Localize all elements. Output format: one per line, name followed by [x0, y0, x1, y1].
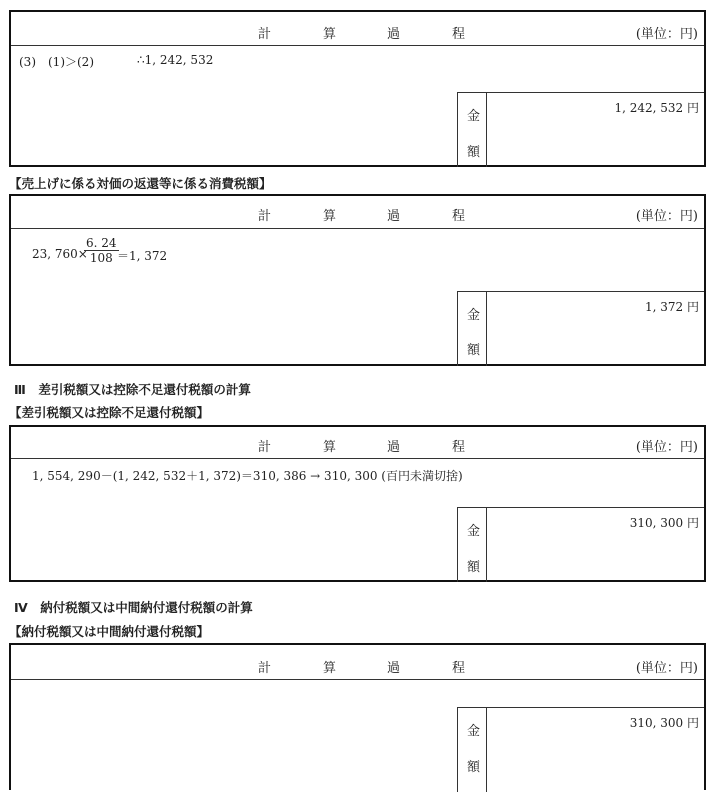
amount-label-gaku: 額 [467, 760, 481, 775]
table-header [11, 648, 704, 680]
table-header [11, 430, 704, 459]
section-heading: Ⅲ 差引税額又は控除不足還付税額の計算 [14, 382, 251, 397]
header-unit: (単位：円) [635, 440, 698, 455]
calc-box-3 [9, 425, 706, 582]
calc-prefix: 23, 760× [32, 247, 88, 261]
amount-value: 1, 372 円 [645, 300, 699, 314]
calc-expression: 1, 554, 290－(1, 242, 532＋1, 372)＝310, 386 → 310, 300 (百円未満切捨) [32, 469, 463, 483]
amount-cell [486, 507, 704, 582]
header-col-4: 程 [452, 440, 466, 455]
amount-value: 310, 300 円 [629, 716, 699, 730]
calc-label: (3) (1)＞(2) [19, 55, 94, 69]
calc-box-2 [9, 194, 706, 366]
amount-label-gaku: 額 [467, 560, 481, 575]
section-title: 【売上げに係る対価の返還等に係る消費税額】 [9, 176, 272, 191]
amount-cell [486, 92, 704, 167]
header-col-2: 算 [323, 661, 337, 676]
section-title: 【差引税額又は控除不足還付税額】 [9, 405, 210, 420]
header-col-4: 程 [452, 209, 466, 224]
header-col-3: 過 [387, 209, 401, 224]
header-col-4: 程 [452, 27, 466, 42]
calc-suffix: ＝1, 372 [117, 249, 168, 263]
amount-label [457, 707, 487, 792]
amount-label-kin: 金 [467, 308, 481, 323]
section-title: 【納付税額又は中間納付還付税額】 [9, 624, 210, 639]
fraction-numerator: 6. 24 [86, 236, 117, 250]
calc-box-1 [9, 10, 706, 167]
section-heading: Ⅳ 納付税額又は中間納付還付税額の計算 [14, 600, 253, 615]
header-col-2: 算 [323, 440, 337, 455]
amount-label-kin: 金 [467, 109, 481, 124]
header-col-2: 算 [323, 209, 337, 224]
fraction [84, 236, 119, 265]
header-col-1: 計 [258, 661, 272, 676]
header-unit: (単位：円) [635, 27, 698, 42]
calc-box-4 [9, 643, 706, 790]
header-col-1: 計 [258, 440, 272, 455]
header-unit: (単位：円) [635, 209, 698, 224]
header-col-3: 過 [387, 27, 401, 42]
header-col-4: 程 [452, 661, 466, 676]
table-header [11, 17, 704, 46]
amount-label [457, 291, 487, 366]
header-col-3: 過 [387, 661, 401, 676]
fraction-denominator: 108 [89, 251, 113, 265]
header-col-2: 算 [323, 27, 337, 42]
header-col-1: 計 [258, 27, 272, 42]
amount-value: 1, 242, 532 円 [614, 101, 699, 115]
header-col-1: 計 [258, 209, 272, 224]
amount-cell [486, 291, 704, 366]
amount-label-gaku: 額 [467, 145, 481, 160]
table-header [11, 199, 704, 229]
calc-value: ∴1, 242, 532 [137, 53, 214, 67]
amount-label-kin: 金 [467, 724, 481, 739]
amount-label-kin: 金 [467, 524, 481, 539]
amount-value: 310, 300 円 [629, 516, 699, 530]
amount-label [457, 507, 487, 582]
header-unit: (単位：円) [635, 661, 698, 676]
amount-label-gaku: 額 [467, 343, 481, 358]
amount-cell [486, 707, 704, 792]
amount-label [457, 92, 487, 167]
header-col-3: 過 [387, 440, 401, 455]
